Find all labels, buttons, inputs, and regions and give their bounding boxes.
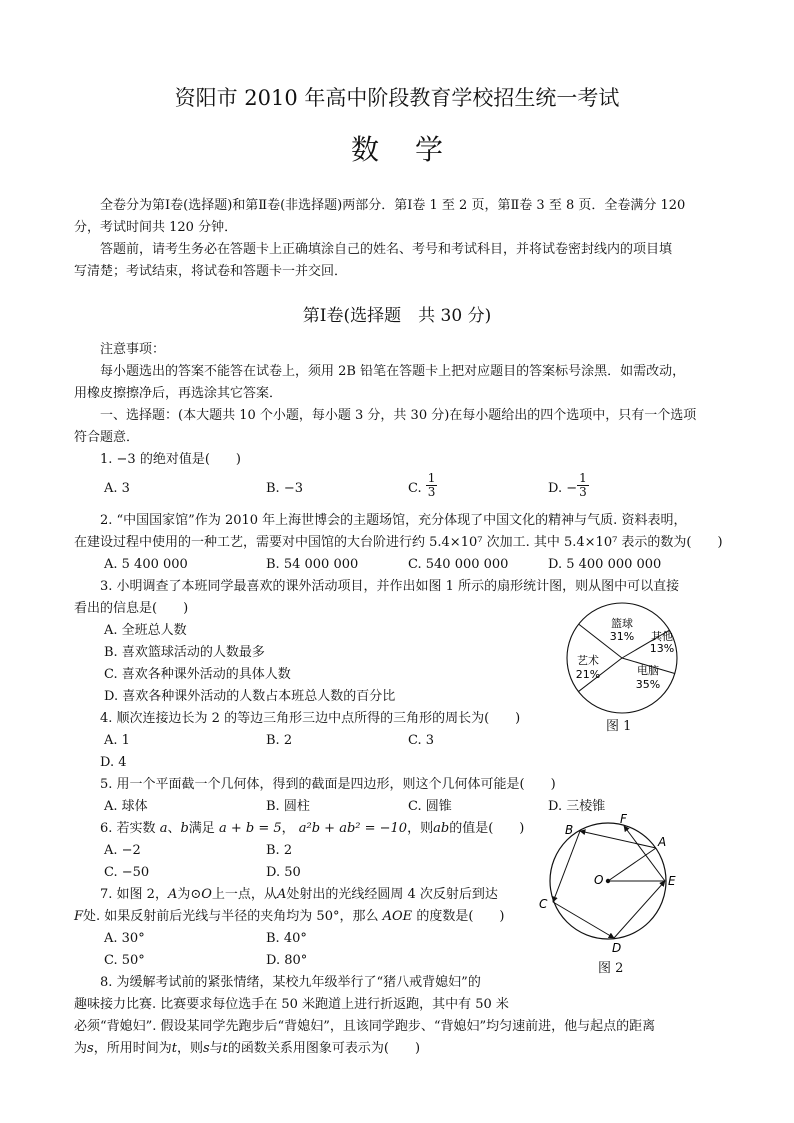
q2-line: 在建设过程中使用的一种工艺，需要对中国馆的大台阶进行约 5.4×10⁷ 次加工. 其中 5.4×10⁷ 表示的数为( ) — [74, 535, 723, 550]
q7-option-b: B. 40° — [266, 931, 307, 946]
label-a: A — [658, 835, 667, 849]
q4-option-b: B. 2 — [266, 733, 293, 748]
part-line: 符合题意． — [74, 430, 140, 445]
pie-pct-other: 13% — [649, 642, 675, 655]
q4-option-d: D. 4 — [100, 755, 127, 770]
label-e: E — [668, 874, 676, 888]
intro-line: 分，考试时间共 120 分钟． — [74, 220, 238, 235]
q5-option-d: D. 三棱锥 — [548, 799, 606, 814]
label-b: B — [565, 823, 574, 837]
q1-fraction-c: $\frac{1}{3}$ — [427, 471, 436, 499]
q3-option-b: B. 喜欢篮球活动的人数最多 — [104, 645, 265, 660]
q6-option-a: A. −2 — [104, 843, 141, 858]
q5-option-b: B. 圆柱 — [266, 799, 310, 814]
notes-line: 每小题选出的答案不能答在试卷上，须用 2B 铅笔在答题卡上把对应题目的答案标号涂黑．如需改动， — [100, 364, 686, 379]
notes-line: 用橡皮擦擦净后，再选涂其它答案． — [74, 386, 283, 401]
q5-option-c: C. 圆锥 — [408, 799, 452, 814]
q6-condition-1: a + b = 5 — [218, 821, 282, 836]
label-o: O — [594, 873, 604, 887]
section-title: 第Ⅰ卷(选择题 共 30 分) — [302, 306, 492, 326]
label-d: D — [612, 941, 622, 955]
exam-title: 资阳市 2010 年高中阶段教育学校招生统一考试 — [174, 86, 620, 110]
q3-line: 3. 小明调查了本班同学最喜欢的课外活动项目，并作出如图 1 所示的扇形统计图，则从图中可以直接 — [100, 579, 680, 594]
q7-line: F处. 如果反射前后光线与半径的夹角均为 50°，那么 AOE 的度数是( ) — [74, 909, 505, 924]
q6-option-b: B. 2 — [266, 843, 293, 858]
q1-option-c-label: C. — [408, 481, 422, 496]
part-line: 一、选择题：(本大题共 10 个小题，每小题 3 分，共 30 分)在每小题给出的四个选项中，只有一个选项 — [100, 408, 697, 423]
pie-label-art: 艺术 — [577, 654, 599, 667]
figure-2-circle-diagram — [538, 810, 678, 955]
q7-option-a: A. 30° — [104, 931, 145, 946]
figure-1-caption: 图 1 — [606, 719, 632, 734]
subject-title: 数学 — [350, 133, 479, 166]
center-point — [606, 879, 610, 883]
q6-option-d: D. 50 — [266, 865, 301, 880]
pie-label-computer: 电脑 — [637, 664, 659, 677]
pie-pct-computer: 35% — [635, 678, 661, 691]
q4-option-a: A. 1 — [104, 733, 130, 748]
ray-a-to-b — [580, 831, 656, 848]
q1-option-b: B. −3 — [266, 481, 303, 496]
q1-option-d-label: D. — [548, 481, 563, 496]
pie-pct-basketball: 31% — [609, 630, 635, 643]
q1-minus: − — [566, 481, 578, 496]
figure-2-caption: 图 2 — [598, 961, 624, 976]
q5-stem: 5. 用一个平面截一个几何体，得到的截面是四边形，则这个几何体可能是( ) — [100, 777, 556, 792]
q1-stem: 1. −3 的绝对值是( ) — [100, 452, 241, 467]
q2-line: 2. “中国国家馆”作为 2010 年上海世博会的主题场馆，充分体现了中国文化的精神与气质. 资料表明， — [100, 513, 687, 528]
q2-option-c: C. 540 000 000 — [408, 557, 509, 572]
q2-option-a: A. 5 400 000 — [104, 557, 188, 572]
q8-line: 8. 为缓解考试前的紧张情绪，某校九年级举行了“猪八戒背媳妇”的 — [100, 975, 481, 990]
radius-o-a — [608, 848, 656, 881]
q4-option-c: C. 3 — [408, 733, 435, 748]
notes-title: 注意事项： — [100, 342, 166, 357]
q8-line: 趣味接力比赛. 比赛要求每位选手在 50 米跑道上进行折返跑，其中有 50 米 — [74, 997, 509, 1012]
q6-stem: 6. 若实数 a、b满足 a + b = 5， a²b + ab² = −10，则ab的值是( ) — [100, 821, 525, 836]
q1-option-c — [408, 471, 437, 500]
q7-option-d: D. 80° — [266, 953, 308, 968]
pie-pct-art: 21% — [575, 668, 601, 681]
q6-condition-2: a²b + ab² = −10 — [298, 821, 408, 836]
q3-option-a: A. 全班总人数 — [104, 623, 187, 638]
q5-option-a: A. 球体 — [104, 799, 148, 814]
ray-c-to-d — [553, 902, 614, 938]
q2-option-b: B. 54 000 000 — [266, 557, 359, 572]
pie-label-other: 其他 — [651, 630, 673, 643]
q3-option-c: C. 喜欢各种课外活动的具体人数 — [104, 667, 291, 682]
q2-option-d: D. 5 400 000 000 — [548, 557, 662, 572]
q7-option-c: C. 50° — [104, 953, 145, 968]
q7-angle: AOE — [382, 909, 413, 924]
pie-label-basketball: 篮球 — [611, 617, 633, 630]
q3-option-d: D. 喜欢各种课外活动的人数占本班总人数的百分比 — [104, 689, 396, 704]
q7-line: 7. 如图 2，A为⊙O上一点，从A处射出的光线经圆周 4 次反射后到达 — [100, 887, 498, 902]
label-c: C — [539, 897, 548, 911]
ray-b-to-c — [553, 831, 580, 902]
q8-line: 为s，所用时间为t，则s与t的函数关系用图象可表示为( ) — [74, 1041, 421, 1056]
q8-line: 必须“背媳妇”. 假设某同学先跑步后“背媳妇”，且该同学跑步、“背媳妇”均匀速前进，他与起点的距离 — [74, 1019, 656, 1034]
q3-line: 看出的信息是( ) — [74, 601, 189, 616]
q1-fraction-d: $\frac{1}{3}$ — [579, 471, 587, 499]
label-f: F — [620, 812, 627, 826]
intro-line: 答题前，请考生务必在答题卡上正确填涂自己的姓名、考号和考试科目，并将试卷密封线内的项目填 — [100, 242, 673, 257]
q1-option-a: A. 3 — [104, 481, 130, 496]
intro-line: 全卷分为第Ⅰ卷(选择题)和第Ⅱ卷(非选择题)两部分．第Ⅰ卷 1 至 2 页，第Ⅱ卷 3 至 8 页．全卷满分 120 — [100, 198, 686, 213]
q6-option-c: C. −50 — [104, 865, 150, 880]
q1-option-d — [548, 471, 589, 500]
intro-line: 写清楚；考试结束，将试卷和答题卡一并交回． — [74, 264, 348, 279]
q4-stem: 4. 顺次连接边长为 2 的等边三角形三边中点所得的三角形的周长为( ) — [100, 711, 521, 726]
